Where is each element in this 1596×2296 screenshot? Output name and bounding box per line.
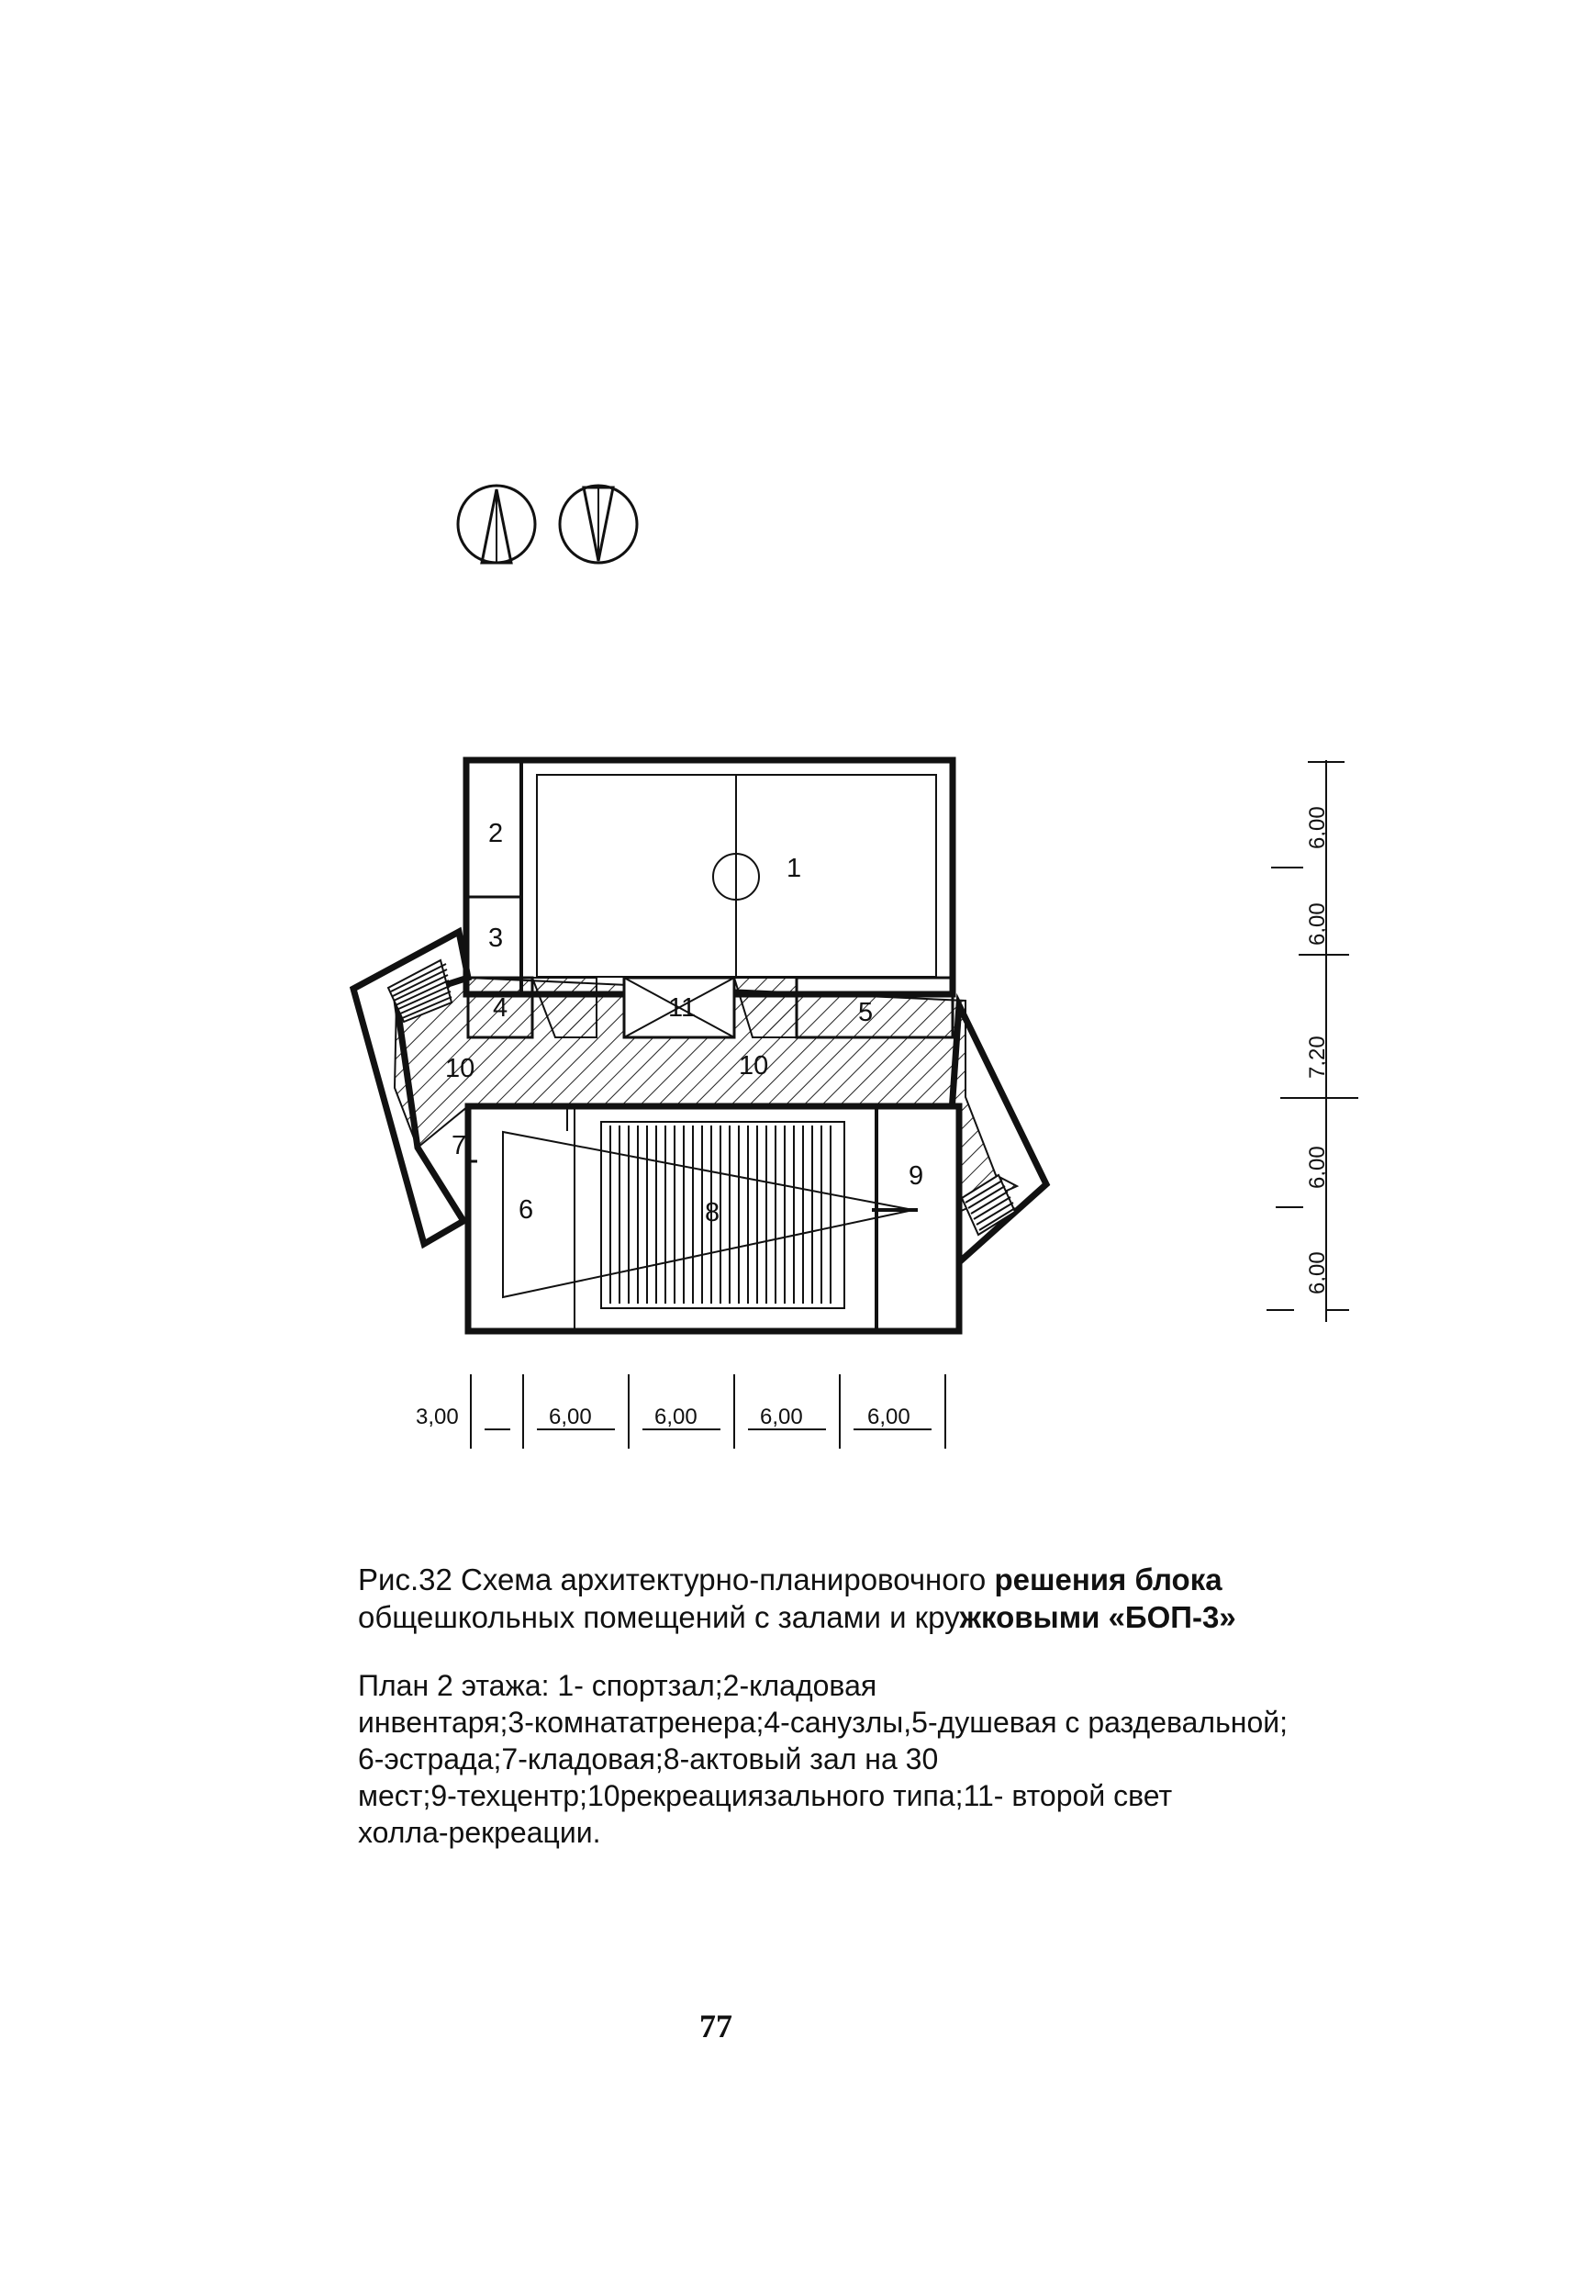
room-label-11: 11: [668, 993, 697, 1023]
room-label-9: 9: [909, 1161, 924, 1191]
legend-line-1: План 2 этажа: 1- спортзал;2-кладовая: [358, 1669, 877, 1702]
gym-block: [466, 760, 953, 994]
figure-title-part-2: решения блока: [994, 1562, 1222, 1596]
room-label-4: 4: [493, 993, 508, 1023]
figure-title: [358, 1561, 1349, 1636]
room-label-6: 6: [519, 1195, 534, 1225]
dimension-side-5: 6,00: [1305, 1251, 1330, 1294]
room-label-8: 8: [705, 1198, 720, 1227]
dimension-bottom-5: 6,00: [867, 1405, 910, 1429]
figure-caption: [358, 1561, 1349, 1851]
room-label-2: 2: [488, 819, 504, 848]
dimension-bottom-1: 3,00: [416, 1405, 459, 1429]
figure-legend: [358, 1667, 1349, 1851]
dimension-side-3: 7,20: [1305, 1036, 1330, 1079]
figure-title-part-3: общешкольных помещений с залами и кру: [358, 1600, 960, 1634]
room-label-1: 1: [787, 854, 802, 883]
room-label-7: 7: [452, 1131, 467, 1160]
figure-title-part-4: жковыми «БОП-3»: [959, 1600, 1236, 1634]
dimension-bottom-3: 6,00: [654, 1405, 698, 1429]
legend-line-2: инвентаря;3-комнататренера;4-санузлы,5-душевая с раздевальной;: [358, 1706, 1288, 1739]
dimension-bottom-2: 6,00: [549, 1405, 592, 1429]
arrow-up-icon: [458, 486, 535, 563]
dimension-side-4: 6,00: [1305, 1146, 1330, 1189]
legend-line-3: 6-эстрада;7-кладовая;8-актовый зал на 30: [358, 1742, 939, 1775]
room-label-3: 3: [488, 924, 504, 953]
legend-line-5: холла-рекреации.: [358, 1816, 601, 1849]
legend-line-4: мест;9-техцентр;10рекреациязального типа;11- второй свет: [358, 1779, 1173, 1812]
dimension-side-2: 6,00: [1305, 902, 1330, 946]
arrow-down-icon: [560, 486, 637, 563]
dimension-bottom-4: 6,00: [760, 1405, 803, 1429]
figure-title-part-1: Рис.32 Схема архитектурно-планировочного: [358, 1562, 995, 1596]
room-label-5: 5: [858, 998, 874, 1027]
page-number: 77: [699, 2008, 732, 2044]
room-label-10b: 10: [739, 1051, 769, 1081]
room-label-10a: 10: [445, 1054, 475, 1083]
dimension-side-1: 6,00: [1305, 806, 1330, 849]
